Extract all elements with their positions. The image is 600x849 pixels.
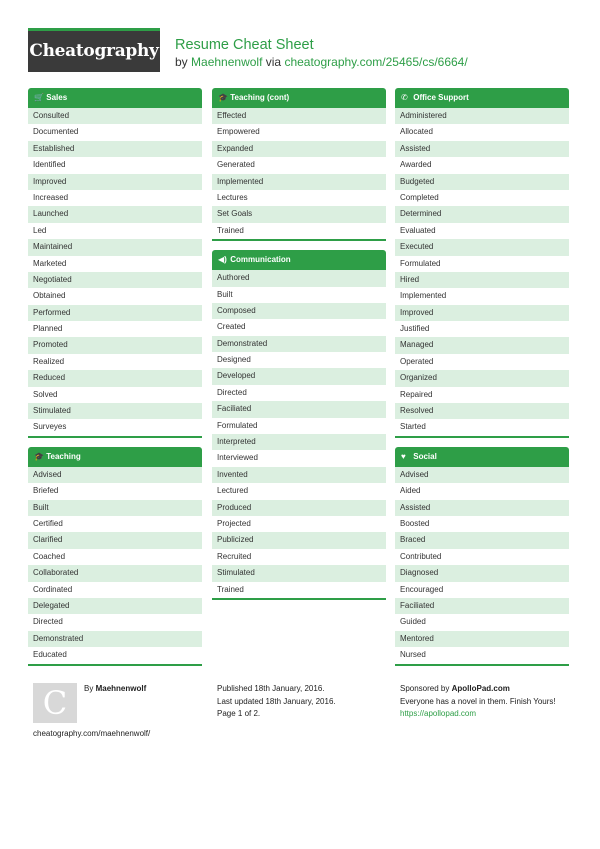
list-item: Certified: [33, 518, 63, 528]
published-date: Published 18th January, 2016.: [217, 684, 325, 693]
list-item: Guided: [400, 617, 426, 627]
list-item: Projected: [217, 518, 251, 528]
sponsor-line: [400, 683, 556, 696]
list-item: Built: [28, 500, 202, 516]
section-header: [212, 250, 386, 270]
megaphone-icon: ◀): [218, 255, 227, 265]
section-rows: [395, 467, 569, 666]
list-item: Marketed: [33, 258, 67, 268]
list-item: Increased: [33, 192, 69, 202]
list-item: Organized: [395, 370, 569, 386]
list-item: Performed: [28, 305, 202, 321]
section-header: [395, 447, 569, 467]
footer-author: [84, 683, 146, 696]
by-prefix: by: [175, 55, 188, 69]
list-item: Aided: [400, 486, 421, 496]
list-item: Allocated: [400, 127, 433, 137]
list-item: Effected: [212, 108, 386, 124]
list-item: Interviewed: [217, 453, 258, 463]
list-item: Built: [217, 289, 233, 299]
phone-icon: ✆: [401, 93, 408, 102]
list-item: Lectured: [217, 486, 249, 496]
author-avatar[interactable]: C: [33, 683, 77, 723]
list-item: Contributed: [400, 551, 442, 561]
list-item: Formulated: [400, 258, 441, 268]
section-title: Communication: [230, 255, 291, 265]
list-item: Operated: [400, 356, 434, 366]
section-title: Teaching: [46, 451, 81, 461]
header: [175, 37, 468, 70]
footer-author-name[interactable]: Maehnenwolf: [95, 684, 147, 693]
footer-publish-info: [217, 683, 336, 721]
list-item: Educated: [33, 650, 67, 660]
list-item: Advised: [395, 467, 569, 483]
list-item: Documented: [33, 127, 79, 137]
list-item: Encouraged: [400, 584, 444, 594]
byline: [175, 54, 468, 70]
list-item: Stimulated: [212, 565, 386, 581]
list-item: Awarded: [400, 160, 432, 170]
list-item: Demonstrated: [212, 336, 386, 352]
list-item: Formulated: [217, 420, 258, 430]
list-item: Realized: [33, 356, 65, 366]
sponsor-tagline: Everyone has a novel in them. Finish Yours!: [400, 696, 556, 706]
section-rows: [28, 467, 202, 666]
list-item: Collaborated: [28, 565, 202, 581]
list-item: Evaluated: [400, 225, 436, 235]
list-item: Briefed: [33, 486, 59, 496]
list-item: Improved: [395, 305, 569, 321]
column-1: [28, 88, 202, 675]
list-item: Invented: [212, 467, 386, 483]
list-item: Negotiated: [28, 272, 202, 288]
shopping-cart-icon: 🛒: [34, 93, 44, 102]
list-item: Expanded: [212, 141, 386, 157]
section-teaching: [28, 447, 202, 666]
list-item: Established: [28, 141, 202, 157]
list-item: Directed: [33, 617, 63, 627]
section-title: Office Support: [413, 93, 469, 102]
list-item: Promoted: [28, 337, 202, 353]
list-item: Set Goals: [212, 206, 386, 222]
cheatography-logo[interactable]: Cheatography: [28, 28, 160, 72]
list-item: Recruited: [217, 551, 252, 561]
list-item: Mentored: [395, 631, 569, 647]
section-rows: [212, 108, 386, 241]
list-item: Assisted: [395, 500, 569, 516]
section-rows: [28, 108, 202, 438]
section-title: Sales: [46, 93, 68, 102]
heart-icon: ♥: [401, 451, 406, 461]
list-item: Launched: [28, 206, 202, 222]
list-item: Justified: [400, 324, 430, 334]
list-item: Budgeted: [395, 174, 569, 190]
list-item: Stimulated: [28, 403, 202, 419]
list-item: Boosted: [400, 518, 430, 528]
list-item: Clarified: [28, 532, 202, 548]
list-item: Designed: [217, 355, 251, 365]
list-item: Nursed: [400, 650, 426, 660]
list-item: Maintained: [28, 239, 202, 255]
via-text: via: [265, 55, 282, 69]
list-item: Surveyes: [33, 422, 67, 432]
list-item: Reduced: [28, 370, 202, 386]
page-title: Resume Cheat Sheet: [175, 37, 314, 53]
list-item: Resolved: [395, 403, 569, 419]
section-header: [395, 88, 569, 108]
list-item: Faciliated: [212, 401, 386, 417]
list-item: Trained: [217, 584, 244, 594]
section-header: [212, 88, 386, 108]
list-item: Trained: [217, 225, 244, 235]
section-sales: [28, 88, 202, 438]
updated-date: Last updated 18th January, 2016.: [217, 696, 336, 706]
list-item: Led: [33, 225, 47, 235]
list-item: Composed: [212, 303, 386, 319]
sponsor-name[interactable]: ApolloPad.com: [451, 684, 510, 693]
list-item: Interpreted: [212, 434, 386, 450]
list-item: Cordinated: [33, 584, 73, 594]
list-item: Executed: [395, 239, 569, 255]
sheet-url-link[interactable]: cheatography.com/25465/cs/6664/: [284, 55, 468, 69]
list-item: Planned: [33, 324, 63, 334]
column-2: [212, 88, 386, 609]
list-item: Solved: [33, 389, 58, 399]
list-item: Generated: [217, 160, 255, 170]
section-communication: [212, 250, 386, 600]
section-social: [395, 447, 569, 666]
list-item: Authored: [212, 270, 386, 286]
list-item: Created: [217, 322, 246, 332]
list-item: Publicized: [212, 532, 386, 548]
list-item: Started: [400, 422, 426, 432]
list-item: Assisted: [395, 141, 569, 157]
section-title: Teaching (cont): [230, 93, 290, 102]
list-item: Implemented: [400, 291, 447, 301]
section-teaching-cont: [212, 88, 386, 241]
page-number: Page 1 of 2.: [217, 709, 261, 718]
list-item: Completed: [400, 192, 439, 202]
list-item: Directed: [217, 387, 247, 397]
list-item: Consulted: [28, 108, 202, 124]
sponsor-url[interactable]: https://apollopad.com: [400, 709, 477, 718]
list-item: Produced: [212, 500, 386, 516]
list-item: Delegated: [28, 598, 202, 614]
graduation-cap-icon: 🎓: [34, 451, 44, 461]
section-rows: [212, 270, 386, 600]
list-item: Diagnosed: [395, 565, 569, 581]
list-item: Identified: [33, 160, 66, 170]
sponsor-prefix: Sponsored by: [400, 684, 450, 693]
list-item: Obtained: [33, 291, 66, 301]
list-item: Braced: [395, 532, 569, 548]
list-item: Coached: [33, 551, 66, 561]
list-item: Faciliated: [395, 598, 569, 614]
list-item: Repaired: [400, 389, 433, 399]
list-item: Administered: [395, 108, 569, 124]
list-item: Developed: [212, 368, 386, 384]
list-item: Managed: [395, 337, 569, 353]
list-item: Lectures: [217, 192, 248, 202]
list-item: Demonstrated: [28, 631, 202, 647]
section-office-support: [395, 88, 569, 438]
graduation-cap-icon: 🎓: [218, 93, 228, 102]
list-item: Determined: [395, 206, 569, 222]
author-link[interactable]: Maehnenwolf: [191, 55, 263, 69]
section-rows: [395, 108, 569, 438]
footer-by-label: By: [84, 684, 94, 693]
section-header: [28, 447, 202, 467]
column-3: [395, 88, 569, 675]
footer-author-url[interactable]: cheatography.com/maehnenwolf/: [33, 729, 151, 738]
list-item: Implemented: [212, 174, 386, 190]
section-header: [28, 88, 202, 108]
list-item: Improved: [28, 174, 202, 190]
section-title: Social: [413, 451, 437, 461]
footer-sponsor: [400, 683, 556, 721]
list-item: Empowered: [217, 127, 260, 137]
list-item: Advised: [28, 467, 202, 483]
list-item: Hired: [395, 272, 569, 288]
